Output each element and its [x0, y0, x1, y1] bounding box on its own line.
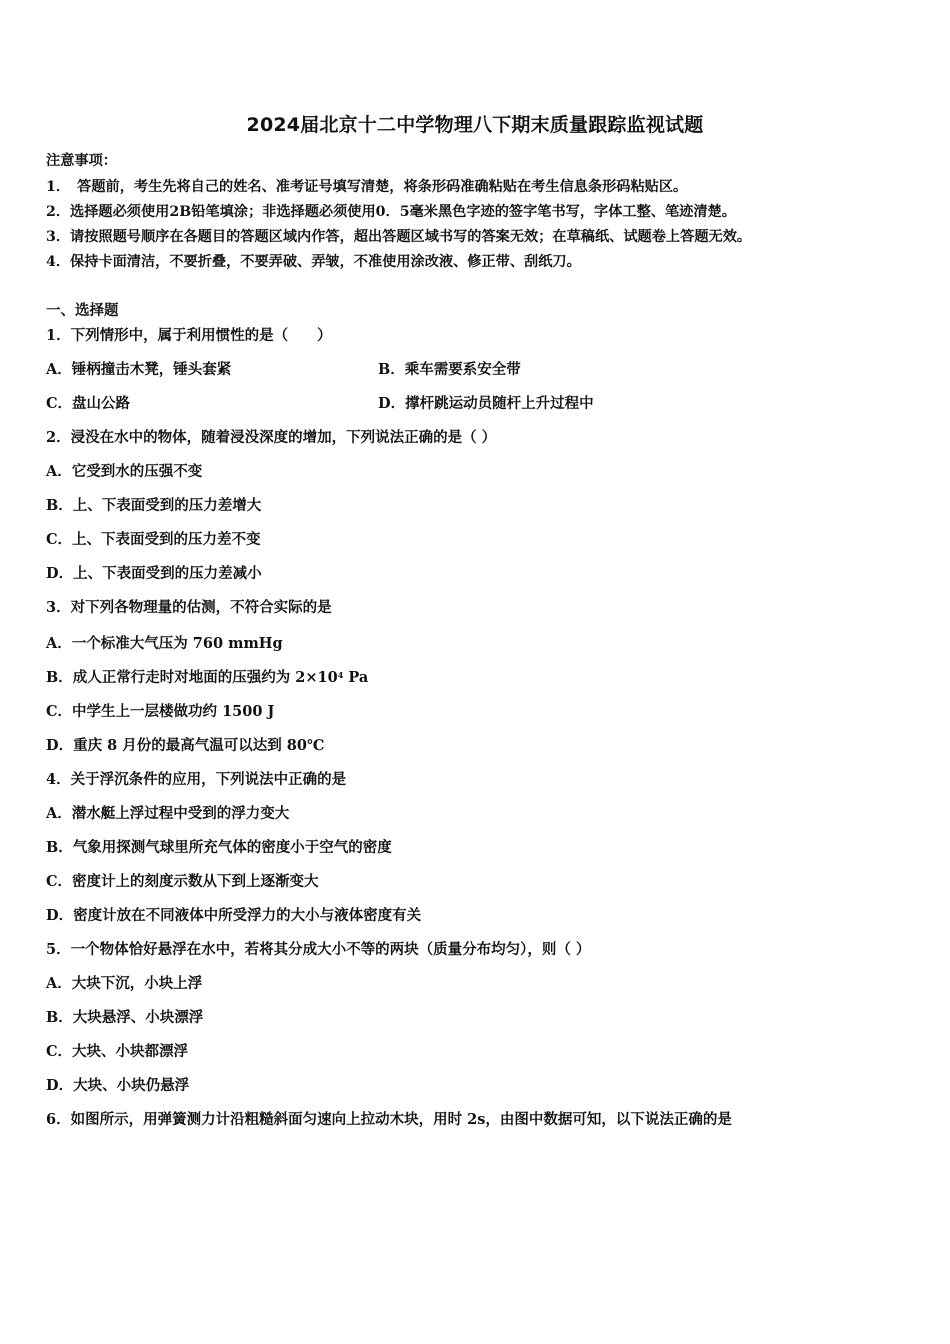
q1-option-d: D．撑杆跳运动员随杆上升过程中 — [378, 395, 594, 412]
q2-option-c: C．上、下表面受到的压力差不变 — [46, 531, 261, 548]
q6-stem: 6．如图所示，用弹簧测力计沿粗糙斜面匀速向上拉动木块，用时 2s，由图中数据可知，以下说法正确的是 — [46, 1111, 732, 1128]
q2-stem: 2．浸没在水中的物体，随着浸没深度的增加，下列说法正确的是（ ） — [46, 429, 497, 446]
notice-heading: 注意事项： — [46, 153, 117, 169]
q5-option-a: A．大块下沉，小块上浮 — [46, 975, 203, 992]
q4-option-c: C．密度计上的刻度示数从下到上逐渐变大 — [46, 873, 319, 890]
exam-title: 2024届北京十二中学物理八下期末质量跟踪监视试题 — [246, 114, 704, 136]
q3-option-b-unit: Pa — [343, 669, 369, 686]
notice-item-2: 2．选择题必须使用2B铅笔填涂；非选择题必须使用0．5毫米黑色字迹的签字笔书写，字体工整、笔迹清楚。 — [46, 204, 736, 220]
section-heading: 一、选择题 — [46, 302, 119, 319]
q3-option-b-text: B．成人正常行走时对地面的压强约为 2×10 — [46, 669, 338, 686]
notice-item-4: 4．保持卡面清洁，不要折叠，不要弄破、弄皱，不准使用涂改液、修正带、刮纸刀。 — [46, 254, 581, 270]
q1-option-c: C．盘山公路 — [46, 395, 131, 412]
q5-option-b: B．大块悬浮、小块漂浮 — [46, 1009, 204, 1026]
q4-option-b: B．气象用探测气球里所充气体的密度小于空气的密度 — [46, 839, 392, 856]
q1-option-b: B．乘车需要系安全带 — [378, 361, 521, 378]
q1-option-a: A．锤柄撞击木凳，锤头套紧 — [46, 361, 232, 378]
q3-option-b — [46, 669, 368, 687]
q4-option-a: A．潜水艇上浮过程中受到的浮力变大 — [46, 805, 290, 822]
q2-option-d: D．上、下表面受到的压力差减小 — [46, 565, 262, 582]
q2-option-b: B．上、下表面受到的压力差增大 — [46, 497, 262, 514]
q5-option-c: C．大块、小块都漂浮 — [46, 1043, 189, 1060]
q2-option-a: A．它受到水的压强不变 — [46, 463, 203, 480]
notice-item-3: 3．请按照题号顺序在各题目的答题区域内作答，超出答题区域书写的答案无效；在草稿纸、试题卷上答题无效。 — [46, 229, 752, 245]
q3-option-d: D．重庆 8 月份的最高气温可以达到 80℃ — [46, 737, 325, 754]
q1-stem: 1．下列情形中，属于利用惯性的是（ ） — [46, 327, 332, 344]
notice-item-1: 1． 答题前，考生先将自己的姓名、准考证号填写清楚，将条形码准确粘贴在考生信息条形码粘贴区。 — [46, 179, 688, 195]
q3-option-a: A．一个标准大气压为 760 mmHg — [46, 635, 283, 652]
q5-option-d: D．大块、小块仍悬浮 — [46, 1077, 190, 1094]
q3-option-c: C．中学生上一层楼做功约 1500 J — [46, 703, 275, 720]
q5-stem: 5．一个物体恰好悬浮在水中，若将其分成大小不等的两块（质量分布均匀），则（ ） — [46, 941, 591, 958]
q4-stem: 4．关于浮沉条件的应用，下列说法中正确的是 — [46, 771, 347, 788]
q3-option-b-exponent: 4 — [337, 670, 344, 680]
q4-option-d: D．密度计放在不同液体中所受浮力的大小与液体密度有关 — [46, 907, 422, 924]
q3-stem: 3．对下列各物理量的估测，不符合实际的是 — [46, 599, 332, 616]
